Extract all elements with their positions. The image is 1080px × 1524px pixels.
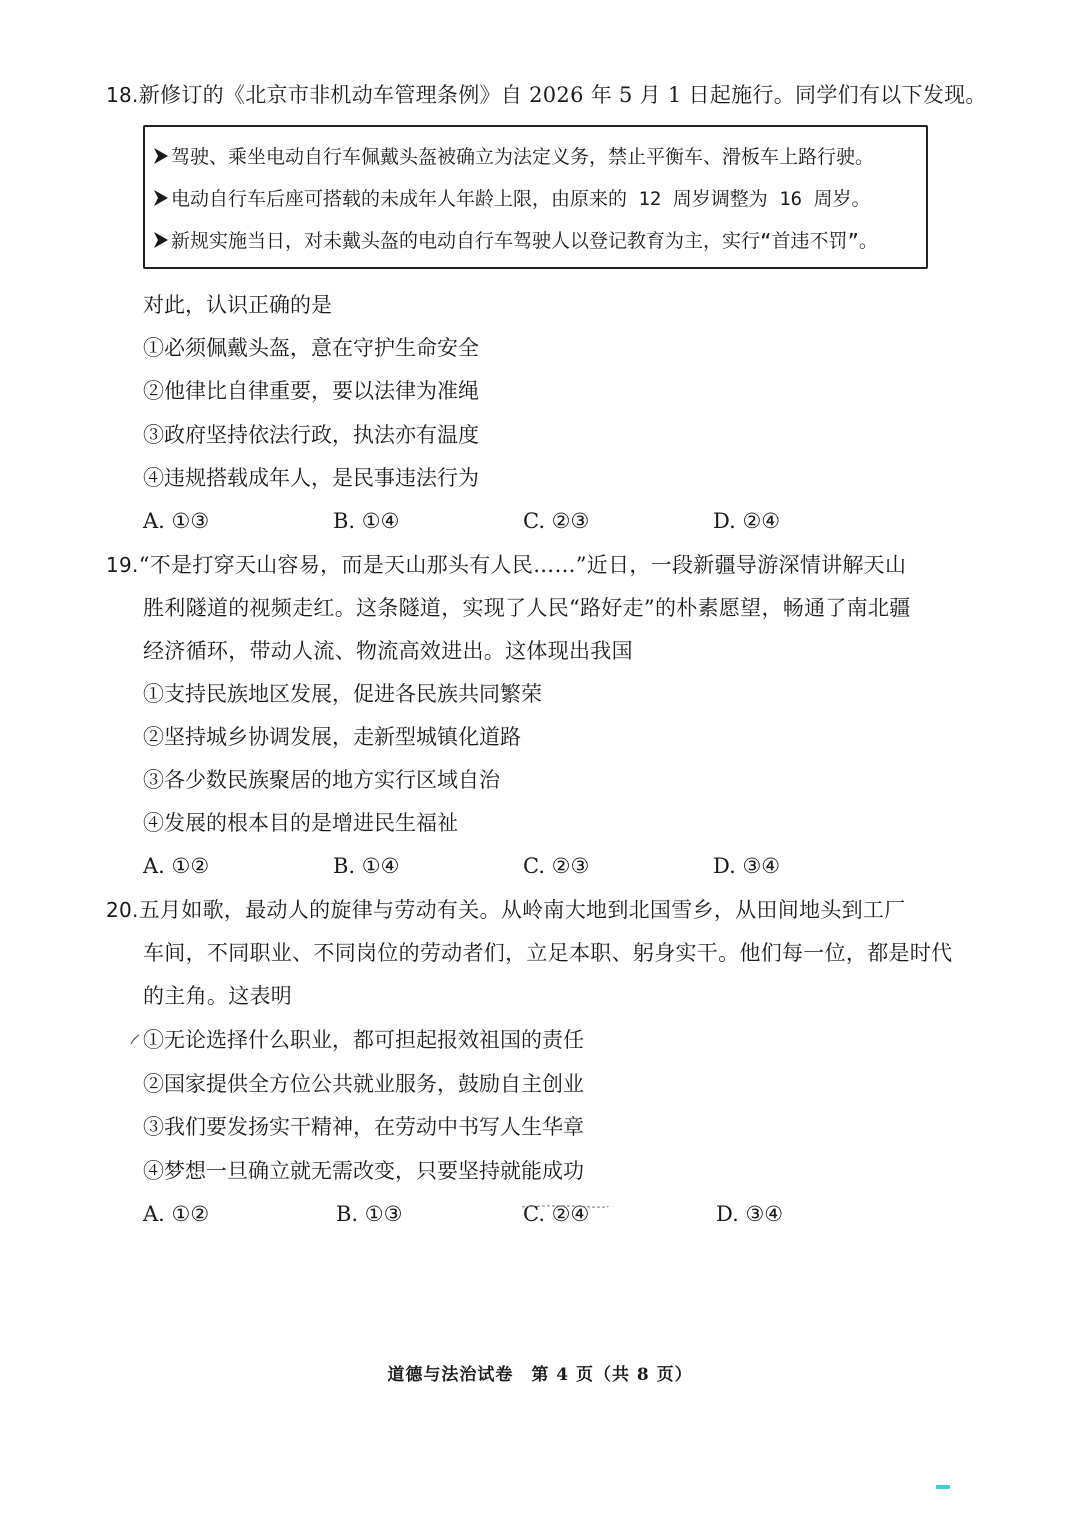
q18-option: ③政府坚持依法行政，执法亦有温度 xyxy=(143,423,479,447)
arrow-bullet-icon xyxy=(153,147,169,165)
q20-option: ④梦想一旦确立就无需改变，只要坚持就能成功 xyxy=(143,1159,584,1183)
q18-choice-d[interactable]: D. ②④ xyxy=(713,509,781,533)
arrow-bullet-icon xyxy=(153,189,169,207)
q19-option: ②坚持城乡协调发展，走新型城镇化道路 xyxy=(143,725,521,749)
q20-stem-line xyxy=(106,895,906,925)
q20-choice-a[interactable]: A. ①② xyxy=(143,1202,210,1226)
pencil-scribble-mark xyxy=(520,1205,610,1208)
q19-stem-text: “不是打穿天山容易，而是天山那头有人民……”近日，一段新疆导游深情讲解天山 xyxy=(138,553,907,577)
q18-stem: 新修订的《北京市非机动车管理条例》自 2026 年 5 月 1 日起施行。同学们有以下发现。 xyxy=(138,83,987,107)
q19-choice-c[interactable]: C. ②③ xyxy=(523,854,590,878)
q18-choice-a[interactable]: A. ①③ xyxy=(143,509,210,533)
q19-choice-b[interactable]: B. ①④ xyxy=(333,854,400,878)
q20-stem-line: 的主角。这表明 xyxy=(143,984,293,1008)
q20-stem-line: 车间，不同职业、不同岗位的劳动者们，立足本职、躬身实干。他们每一位，都是时代 xyxy=(143,941,953,965)
q18-prompt: 对此，认识正确的是 xyxy=(143,293,332,317)
q18-box-line-text: 新规实施当日，对未戴头盔的电动自行车驾驶人以登记教育为主，实行“首违不罚”。 xyxy=(171,230,878,252)
q19-number: 19. xyxy=(106,553,139,577)
page-footer: 道德与法治试卷 第 4 页（共 8 页） xyxy=(387,1365,693,1385)
pencil-tick-mark xyxy=(130,1034,140,1046)
q18-box-line-text: 电动自行车后座可搭载的未成年人年龄上限，由原来的 12 周岁调整为 16 周岁。 xyxy=(171,188,871,210)
corner-mark xyxy=(936,1485,950,1489)
q20-choice-b[interactable]: B. ①③ xyxy=(336,1202,403,1226)
q19-stem-line xyxy=(106,550,906,580)
q19-option: ③各少数民族聚居的地方实行区域自治 xyxy=(143,768,500,792)
q19-stem-line: 经济循环，带动人流、物流高效进出。这体现出我国 xyxy=(143,639,633,663)
q18-choice-b[interactable]: B. ①④ xyxy=(333,509,400,533)
q19-choice-a[interactable]: A. ①② xyxy=(143,854,210,878)
q20-stem-text: 五月如歌，最动人的旋律与劳动有关。从岭南大地到北国雪乡，从田间地头到工厂 xyxy=(138,898,906,922)
q18-stem-line xyxy=(106,80,987,110)
q20-choice-c[interactable]: C. ②④ xyxy=(523,1202,590,1226)
q18-box-line xyxy=(153,185,871,213)
q18-choice-c[interactable]: C. ②③ xyxy=(523,509,590,533)
q18-box-line xyxy=(153,227,878,255)
q18-option: ①必须佩戴头盔，意在守护生命安全 xyxy=(143,336,479,360)
q18-box-line-text: 驾驶、乘坐电动自行车佩戴头盔被确立为法定义务，禁止平衡车、滑板车上路行驶。 xyxy=(171,146,875,168)
q20-number: 20. xyxy=(106,898,139,922)
q19-choice-d[interactable]: D. ③④ xyxy=(713,854,781,878)
q19-stem-line: 胜利隧道的视频走红。这条隧道，实现了人民“路好走”的朴素愿望，畅通了南北疆 xyxy=(143,596,911,620)
q18-box-line xyxy=(153,143,874,171)
arrow-bullet-icon xyxy=(153,231,169,249)
q18-info-box xyxy=(143,125,928,269)
q20-option: ①无论选择什么职业，都可担起报效祖国的责任 xyxy=(143,1028,584,1052)
q20-option: ③我们要发扬实干精神，在劳动中书写人生华章 xyxy=(143,1115,584,1139)
q18-number: 18. xyxy=(106,83,139,107)
q19-option: ④发展的根本目的是增进民生福祉 xyxy=(143,811,458,835)
q18-option: ②他律比自律重要，要以法律为准绳 xyxy=(143,379,479,403)
q20-option: ②国家提供全方位公共就业服务，鼓励自主创业 xyxy=(143,1072,584,1096)
q20-choice-d[interactable]: D. ③④ xyxy=(716,1202,784,1226)
q18-option: ④违规搭载成年人，是民事违法行为 xyxy=(143,466,479,490)
q19-option: ①支持民族地区发展，促进各民族共同繁荣 xyxy=(143,682,542,706)
